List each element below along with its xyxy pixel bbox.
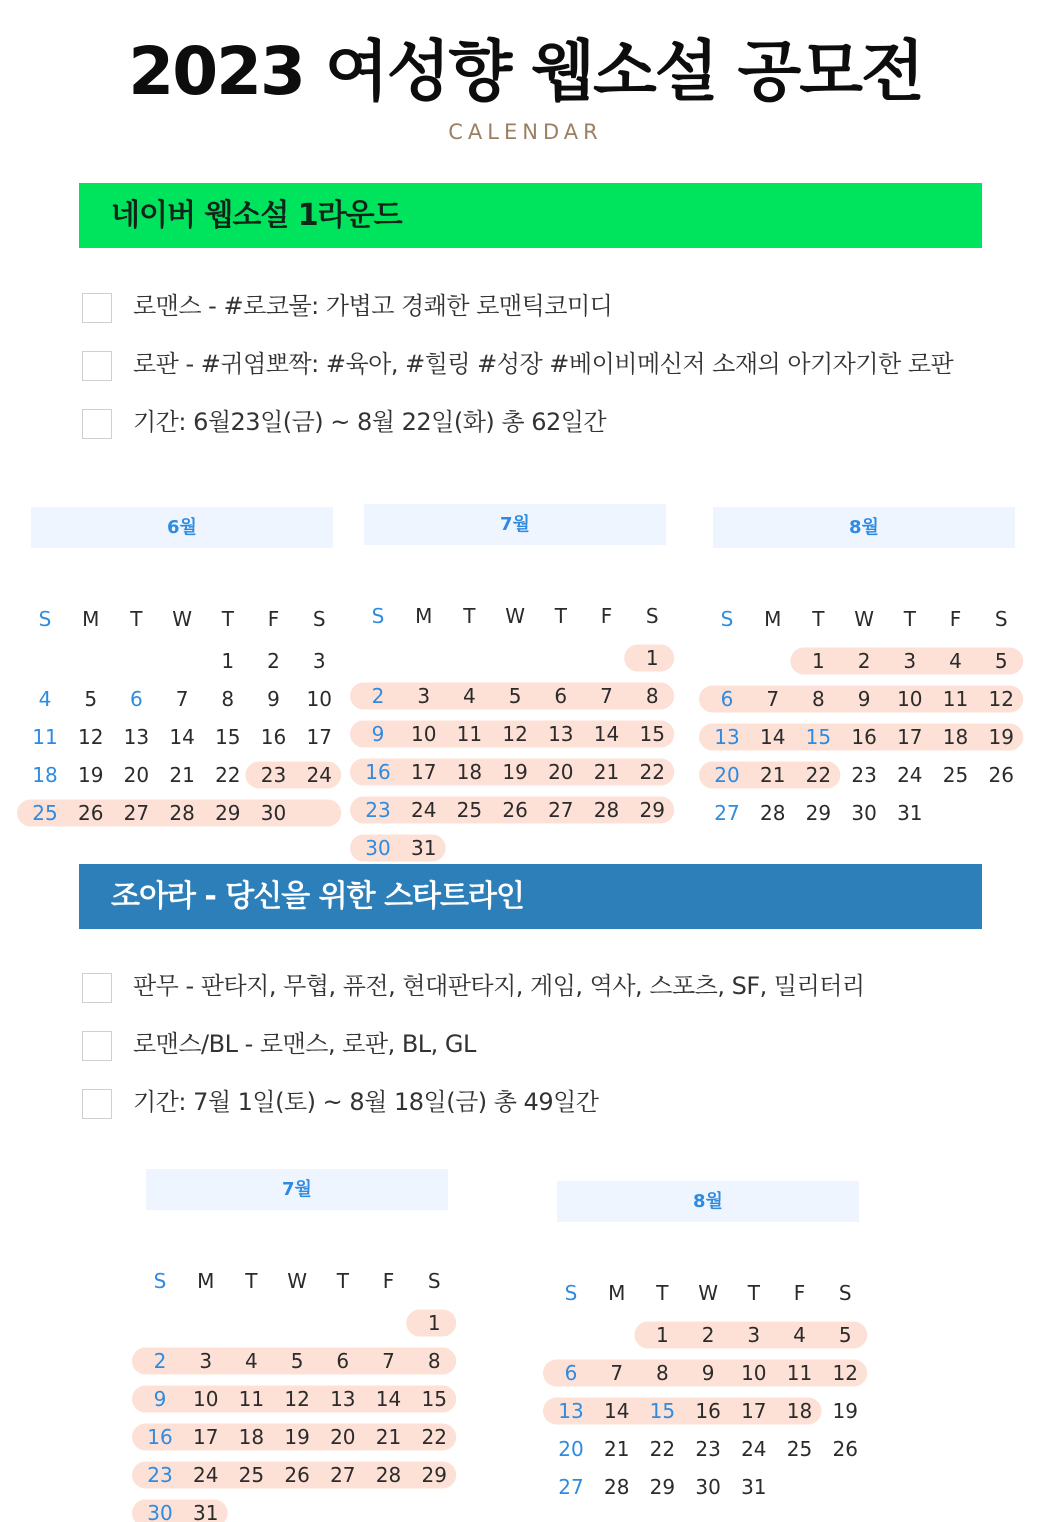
calendar-july <box>364 504 666 845</box>
calendar-day: 4 <box>793 1323 806 1347</box>
calendar-day: 22 <box>421 1425 446 1449</box>
calendar-day: 3 <box>313 649 326 673</box>
calendar-grid <box>146 1210 448 1510</box>
checkbox[interactable] <box>82 409 112 439</box>
calendar-day: 17 <box>306 725 331 749</box>
calendar-day: 30 <box>851 801 876 825</box>
page-subtitle: CALENDAR <box>0 120 1051 144</box>
calendar-day: 10 <box>411 722 436 746</box>
calendar-month-label: 8월 <box>557 1181 859 1222</box>
calendar-day: 25 <box>457 798 482 822</box>
calendar-day: 20 <box>558 1437 583 1461</box>
calendar-day: 28 <box>376 1463 401 1487</box>
calendar-day: 29 <box>639 798 664 822</box>
weekday-label: M <box>608 1281 625 1305</box>
calendar-day: 7 <box>766 687 779 711</box>
calendar-day: 13 <box>558 1399 583 1423</box>
calendar-day: 21 <box>604 1437 629 1461</box>
calendar-day: 27 <box>124 801 149 825</box>
checklist-item-text: 로맨스/BL - 로맨스, 로판, BL, GL <box>133 1026 476 1062</box>
calendar-august <box>557 1181 859 1522</box>
calendar-day: 21 <box>169 763 194 787</box>
calendar-day: 25 <box>787 1437 812 1461</box>
calendar-day: 27 <box>330 1463 355 1487</box>
weekday-label: T <box>336 1269 350 1293</box>
calendar-day: 1 <box>646 646 659 670</box>
calendar-day: 15 <box>215 725 240 749</box>
checkbox[interactable] <box>82 1031 112 1061</box>
weekday-label: S <box>313 607 326 631</box>
weekday-label: S <box>372 604 385 628</box>
calendar-day: 12 <box>832 1361 857 1385</box>
calendar-day: 8 <box>646 684 659 708</box>
calendar-day: 4 <box>245 1349 258 1373</box>
calendar-day: 7 <box>610 1361 623 1385</box>
calendar-day: 16 <box>261 725 286 749</box>
calendar-day: 23 <box>147 1463 172 1487</box>
calendar-day: 31 <box>411 836 436 860</box>
weekday-label: F <box>794 1281 806 1305</box>
calendar-day: 30 <box>261 801 286 825</box>
calendar-day: 20 <box>124 763 149 787</box>
calendar-day: 31 <box>193 1501 218 1522</box>
calendar-day: 18 <box>32 763 57 787</box>
calendar-day: 11 <box>239 1387 264 1411</box>
weekday-label: S <box>39 607 52 631</box>
calendar-day: 6 <box>721 687 734 711</box>
calendar-day: 15 <box>421 1387 446 1411</box>
calendar-month-label: 7월 <box>364 504 666 545</box>
calendar-day: 14 <box>604 1399 629 1423</box>
calendar-day: 17 <box>193 1425 218 1449</box>
calendar-day: 8 <box>428 1349 441 1373</box>
calendar-day: 19 <box>78 763 103 787</box>
checklist-item-text: 로맨스 - #로코물: 가볍고 경쾌한 로맨틱코미디 <box>133 288 612 324</box>
calendar-day: 2 <box>858 649 871 673</box>
calendar-day: 11 <box>457 722 482 746</box>
calendar-day: 30 <box>365 836 390 860</box>
calendar-day: 26 <box>284 1463 309 1487</box>
weekday-label: S <box>839 1281 852 1305</box>
calendar-day: 21 <box>760 763 785 787</box>
calendar-day: 10 <box>306 687 331 711</box>
checkbox[interactable] <box>82 1089 112 1119</box>
calendar-day: 19 <box>502 760 527 784</box>
calendar-day: 5 <box>509 684 522 708</box>
calendar-day: 26 <box>832 1437 857 1461</box>
calendar-day: 19 <box>988 725 1013 749</box>
calendar-day: 6 <box>565 1361 578 1385</box>
calendar-day: 8 <box>812 687 825 711</box>
calendar-day: 2 <box>702 1323 715 1347</box>
calendar-day: 10 <box>897 687 922 711</box>
weekday-label: W <box>172 607 192 631</box>
calendar-day: 12 <box>988 687 1013 711</box>
weekday-label: W <box>505 604 525 628</box>
weekday-label: S <box>565 1281 578 1305</box>
calendar-day: 9 <box>858 687 871 711</box>
calendar-month-label: 8월 <box>713 507 1015 548</box>
calendar-day: 13 <box>330 1387 355 1411</box>
calendar-day: 15 <box>650 1399 675 1423</box>
weekday-label: M <box>82 607 99 631</box>
calendar-day: 29 <box>806 801 831 825</box>
checkbox[interactable] <box>82 973 112 1003</box>
calendar-day: 18 <box>943 725 968 749</box>
calendar-day: 14 <box>169 725 194 749</box>
weekday-label: T <box>747 1281 761 1305</box>
calendar-day: 7 <box>600 684 613 708</box>
weekday-label: M <box>197 1269 214 1293</box>
weekday-label: S <box>995 607 1008 631</box>
checkbox[interactable] <box>82 351 112 381</box>
calendar-day: 23 <box>365 798 390 822</box>
calendar-day: 16 <box>695 1399 720 1423</box>
calendar-day: 5 <box>84 687 97 711</box>
section-banner-joara: 조아라 - 당신을 위한 스타트라인 <box>79 864 982 929</box>
calendar-day: 6 <box>554 684 567 708</box>
calendar-day: 6 <box>130 687 143 711</box>
calendar-day: 13 <box>124 725 149 749</box>
calendar-day: 26 <box>502 798 527 822</box>
calendar-day: 9 <box>372 722 385 746</box>
calendar-day: 27 <box>558 1475 583 1499</box>
calendar-grid <box>364 545 666 845</box>
weekday-label: F <box>383 1269 395 1293</box>
calendar-day: 9 <box>267 687 280 711</box>
calendar-day: 25 <box>32 801 57 825</box>
weekday-label: S <box>154 1269 167 1293</box>
section-banner-naver: 네이버 웹소설 1라운드 <box>79 183 982 248</box>
weekday-label: T <box>221 607 235 631</box>
calendar-day: 3 <box>747 1323 760 1347</box>
calendar-day: 18 <box>457 760 482 784</box>
calendar-july <box>146 1169 448 1510</box>
weekday-label: T <box>462 604 476 628</box>
calendar-day: 5 <box>839 1323 852 1347</box>
calendar-day: 29 <box>650 1475 675 1499</box>
calendar-day: 16 <box>147 1425 172 1449</box>
calendar-day: 3 <box>417 684 430 708</box>
calendar-day: 7 <box>176 687 189 711</box>
calendar-day: 9 <box>154 1387 167 1411</box>
weekday-label: T <box>903 607 917 631</box>
calendar-day: 10 <box>741 1361 766 1385</box>
weekday-label: T <box>244 1269 258 1293</box>
calendar-day: 19 <box>832 1399 857 1423</box>
calendar-day: 10 <box>193 1387 218 1411</box>
calendar-day: 3 <box>903 649 916 673</box>
calendar-day: 14 <box>376 1387 401 1411</box>
calendar-day: 25 <box>943 763 968 787</box>
calendar-day: 5 <box>291 1349 304 1373</box>
calendar-day: 23 <box>695 1437 720 1461</box>
weekday-label: F <box>950 607 962 631</box>
calendar-day: 28 <box>594 798 619 822</box>
page-title: 2023 여성향 웹소설 공모전 <box>0 30 1051 114</box>
calendar-day: 23 <box>851 763 876 787</box>
calendar-day: 2 <box>267 649 280 673</box>
weekday-label: W <box>287 1269 307 1293</box>
calendar-day: 18 <box>787 1399 812 1423</box>
calendar-day: 11 <box>787 1361 812 1385</box>
calendar-day: 22 <box>806 763 831 787</box>
calendar-day: 17 <box>741 1399 766 1423</box>
calendar-day: 4 <box>463 684 476 708</box>
calendar-day: 15 <box>639 722 664 746</box>
calendar-day: 24 <box>741 1437 766 1461</box>
calendar-day: 26 <box>78 801 103 825</box>
calendar-day: 17 <box>897 725 922 749</box>
calendar-day: 11 <box>32 725 57 749</box>
calendar-day: 3 <box>199 1349 212 1373</box>
calendar-day: 21 <box>376 1425 401 1449</box>
weekday-label: W <box>698 1281 718 1305</box>
calendar-day: 22 <box>215 763 240 787</box>
calendar-day: 29 <box>421 1463 446 1487</box>
calendar-day: 1 <box>812 649 825 673</box>
calendar-day: 24 <box>193 1463 218 1487</box>
weekday-label: W <box>854 607 874 631</box>
calendar-day: 6 <box>336 1349 349 1373</box>
checklist-item-text: 판무 - 판타지, 무협, 퓨전, 현대판타지, 게임, 역사, 스포츠, SF, 밀리터리 <box>133 968 865 1004</box>
calendar-day: 27 <box>548 798 573 822</box>
calendar-day: 18 <box>239 1425 264 1449</box>
calendar-month-label: 6월 <box>31 507 333 548</box>
calendar-grid <box>557 1222 859 1522</box>
calendar-day: 28 <box>760 801 785 825</box>
calendar-day: 29 <box>215 801 240 825</box>
calendar-day: 20 <box>548 760 573 784</box>
calendar-day: 23 <box>261 763 286 787</box>
calendar-grid <box>713 548 1015 848</box>
calendar-day: 14 <box>594 722 619 746</box>
calendar-day: 30 <box>695 1475 720 1499</box>
calendar-day: 9 <box>702 1361 715 1385</box>
calendar-month-label: 7월 <box>146 1169 448 1210</box>
calendar-day: 12 <box>78 725 103 749</box>
weekday-label: T <box>655 1281 669 1305</box>
calendar-day: 17 <box>411 760 436 784</box>
calendar-day: 20 <box>714 763 739 787</box>
calendar-august <box>713 507 1015 848</box>
calendar-day: 1 <box>656 1323 669 1347</box>
calendar-day: 15 <box>806 725 831 749</box>
highlight-range <box>543 1398 822 1425</box>
calendar-grid <box>31 548 333 808</box>
calendar-day: 22 <box>650 1437 675 1461</box>
checklist-item-text: 기간: 6월23일(금) ~ 8월 22일(화) 총 62일간 <box>133 404 606 440</box>
weekday-label: M <box>764 607 781 631</box>
calendar-day: 7 <box>382 1349 395 1373</box>
calendar-day: 30 <box>147 1501 172 1522</box>
calendar-day: 4 <box>949 649 962 673</box>
weekday-label: T <box>811 607 825 631</box>
calendar-day: 8 <box>221 687 234 711</box>
calendar-day: 12 <box>502 722 527 746</box>
calendar-day: 21 <box>594 760 619 784</box>
calendar-day: 19 <box>284 1425 309 1449</box>
weekday-label: T <box>129 607 143 631</box>
weekday-label: S <box>428 1269 441 1293</box>
calendar-day: 27 <box>714 801 739 825</box>
calendar-day: 12 <box>284 1387 309 1411</box>
checklist-item-text: 기간: 7월 1일(토) ~ 8월 18일(금) 총 49일간 <box>133 1084 598 1120</box>
calendar-june <box>31 507 333 808</box>
calendar-day: 2 <box>372 684 385 708</box>
calendar-day: 5 <box>995 649 1008 673</box>
calendar-day: 26 <box>988 763 1013 787</box>
calendar-day: 31 <box>741 1475 766 1499</box>
calendar-day: 24 <box>897 763 922 787</box>
weekday-label: F <box>268 607 280 631</box>
weekday-label: S <box>646 604 659 628</box>
calendar-day: 16 <box>365 760 390 784</box>
calendar-day: 1 <box>221 649 234 673</box>
weekday-label: S <box>721 607 734 631</box>
calendar-day: 31 <box>897 801 922 825</box>
calendar-day: 28 <box>169 801 194 825</box>
calendar-day: 4 <box>39 687 52 711</box>
calendar-day: 24 <box>411 798 436 822</box>
calendar-day: 14 <box>760 725 785 749</box>
weekday-label: F <box>601 604 613 628</box>
calendar-day: 8 <box>656 1361 669 1385</box>
checkbox[interactable] <box>82 293 112 323</box>
calendar-day: 1 <box>428 1311 441 1335</box>
calendar-day: 16 <box>851 725 876 749</box>
calendar-day: 24 <box>306 763 331 787</box>
calendar-day: 13 <box>548 722 573 746</box>
calendar-day: 13 <box>714 725 739 749</box>
calendar-day: 2 <box>154 1349 167 1373</box>
calendar-day: 28 <box>604 1475 629 1499</box>
calendar-day: 25 <box>239 1463 264 1487</box>
calendar-day: 11 <box>943 687 968 711</box>
weekday-label: M <box>415 604 432 628</box>
checklist-item-text: 로판 - #귀염뽀짝: #육아, #힐링 #성장 #베이비메신저 소재의 아기자기한 로판 <box>133 346 953 382</box>
weekday-label: T <box>554 604 568 628</box>
calendar-day: 22 <box>639 760 664 784</box>
calendar-day: 20 <box>330 1425 355 1449</box>
